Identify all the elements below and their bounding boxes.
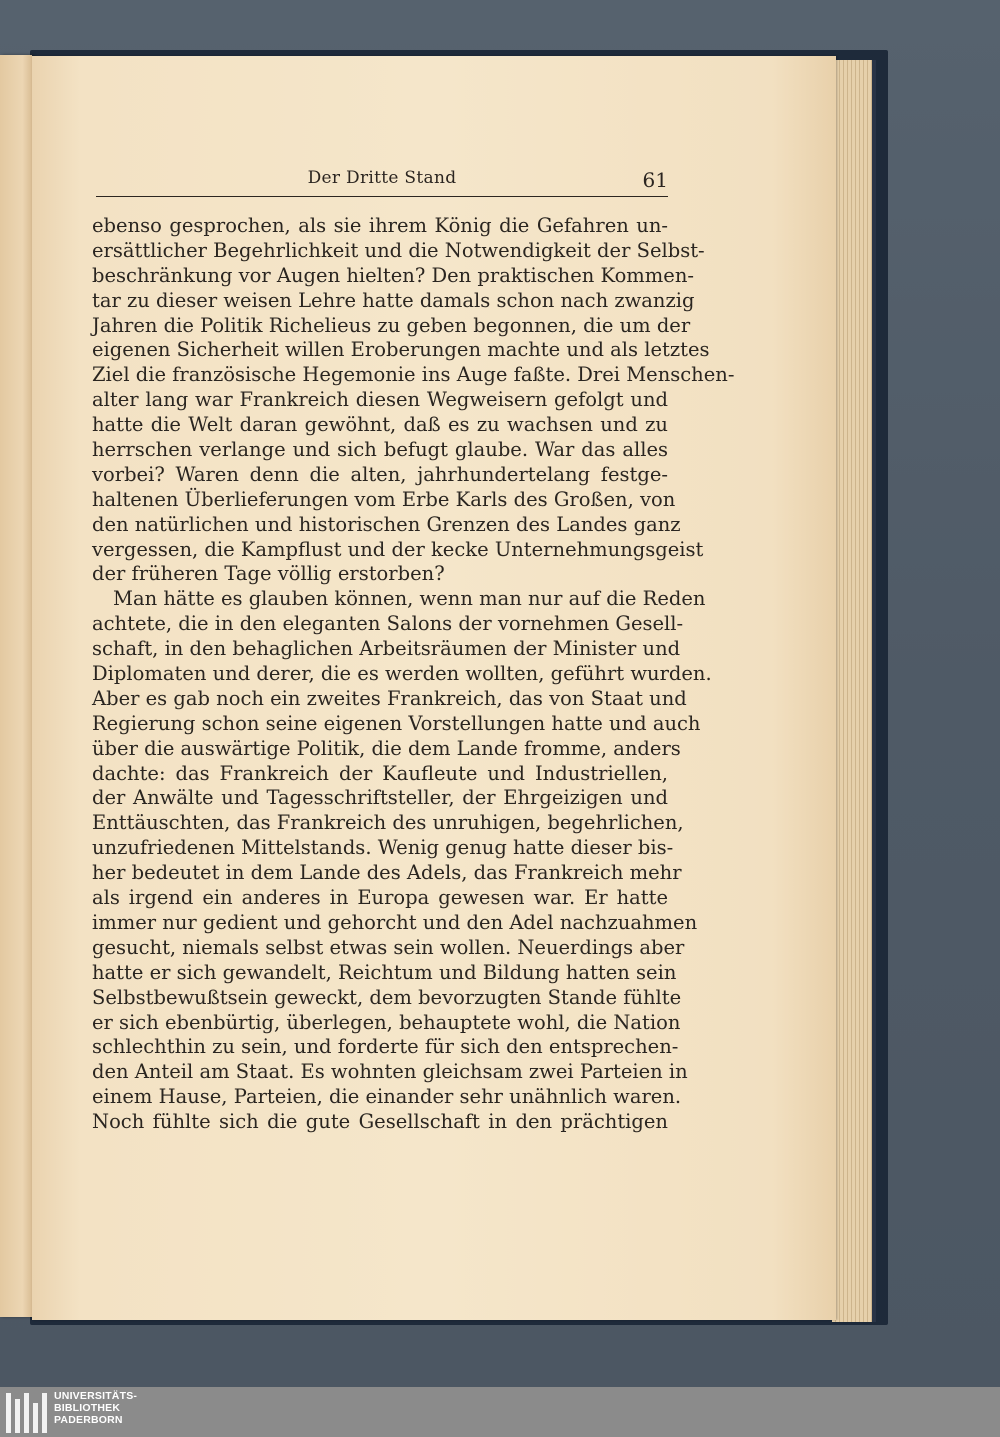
library-name-line: PADERBORN — [54, 1414, 123, 1426]
library-name-line: UNIVERSITÄTS- — [54, 1390, 138, 1402]
text-line: den Anteil am Staat. Es wohnten gleichsam zwei Parteien in — [92, 1060, 688, 1084]
text-line: dachte: das Frankreich der Kaufleute und Industriellen, — [92, 761, 668, 785]
text-line: vorbei? Waren denn die alten, jahrhundertelang festge- — [92, 462, 668, 486]
text-line: schaft, in den behaglichen Arbeitsräumen der Minister und — [92, 637, 681, 661]
paragraph-start-line: Man hätte es glauben können, wenn man nur auf die Reden — [113, 587, 706, 611]
text-line: gesucht, niemals selbst etwas sein wollen. Neuerdings aber — [92, 935, 685, 959]
text-line: den natürlichen und historischen Grenzen des Landes ganz — [92, 512, 681, 536]
text-line: Diplomaten und derer, die es werden wollten, geführt wurden. — [92, 662, 712, 686]
text-line: immer nur gedient und gehorcht und den Adel nachzuahmen — [92, 910, 698, 934]
text-line: haltenen Überlieferungen vom Erbe Karls des Großen, von — [92, 487, 676, 511]
text-line: ersättlicher Begehrlichkeit und die Notwendigkeit der Selbst- — [92, 238, 705, 262]
text-line: schlechthin zu sein, und forderte für sich den entsprechen- — [92, 1035, 679, 1059]
text-line: hatte die Welt daran gewöhnt, daß es zu wachsen und zu — [92, 413, 668, 437]
text-line: eigenen Sicherheit willen Eroberungen machte und als letztes — [92, 338, 710, 362]
text-line: als irgend ein anderes in Europa gewesen war. Er hatte — [92, 886, 668, 910]
text-line: vergessen, die Kampflust und der kecke Unternehmungsgeist — [92, 537, 704, 561]
page-number: 61 — [642, 168, 668, 192]
text-line: her bedeutet in dem Lande des Adels, das Frankreich mehr — [92, 861, 682, 885]
text-line: Ziel die französische Hegemonie ins Auge faßte. Drei Menschen- — [92, 363, 735, 387]
text-line: ebenso gesprochen, als sie ihrem König die Gefahren un- — [92, 214, 668, 237]
library-footer — [0, 1387, 1000, 1437]
library-name — [54, 1390, 137, 1426]
text-line: Regierung schon seine eigenen Vorstellungen hatte und auch — [92, 711, 701, 735]
left-page-edge — [0, 55, 32, 1317]
page-stack-edge — [832, 60, 876, 1322]
text-line: alter lang war Frankreich diesen Wegweisern gefolgt und — [92, 388, 668, 412]
text-line: er sich ebenbürtig, überlegen, behauptete wohl, die Nation — [92, 1010, 681, 1034]
paragraph-end-line: der früheren Tage völlig erstorben? — [92, 562, 445, 586]
running-head-title: Der Dritte Stand — [307, 168, 457, 188]
text-line: achtete, die in den eleganten Salons der vornehmen Gesell- — [92, 612, 684, 636]
text-line: Aber es gab noch ein zweites Frankreich, das von Staat und — [92, 686, 687, 710]
text-line: Selbstbewußtsein geweckt, dem bevorzugten Stande fühlte — [92, 985, 682, 1009]
text-line: einem Hause, Parteien, die einander sehr unähnlich waren. — [92, 1085, 682, 1109]
text-line: Jahren die Politik Richelieus zu geben begonnen, die um der — [92, 313, 691, 337]
text-line: über die auswärtige Politik, die dem Lande fromme, anders — [92, 736, 681, 760]
text-line: herrschen verlange und sich befugt glaube. War das alles — [92, 438, 668, 462]
body-text — [92, 214, 735, 1135]
text-line: unzufriedenen Mittelstands. Wenig genug hatte dieser bis- — [92, 836, 674, 860]
text-line: der Anwälte und Tagesschriftsteller, der Ehrgeizigen und — [92, 786, 668, 810]
text-line: beschränkung vor Augen hielten? Den praktischen Kommen- — [92, 263, 694, 287]
text-line: Enttäuschten, das Frankreich des unruhigen, begehrlichen, — [92, 811, 684, 835]
text-line: Noch fühlte sich die gute Gesellschaft in den prächtigen — [92, 1110, 668, 1134]
library-logo-icon — [6, 1393, 51, 1433]
text-line: hatte er sich gewandelt, Reichtum und Bildung hatten sein — [92, 960, 677, 984]
text-line: tar zu dieser weisen Lehre hatte damals schon nach zwanzig — [92, 288, 695, 312]
running-head — [96, 166, 668, 197]
library-name-line: BIBLIOTHEK — [54, 1402, 121, 1414]
